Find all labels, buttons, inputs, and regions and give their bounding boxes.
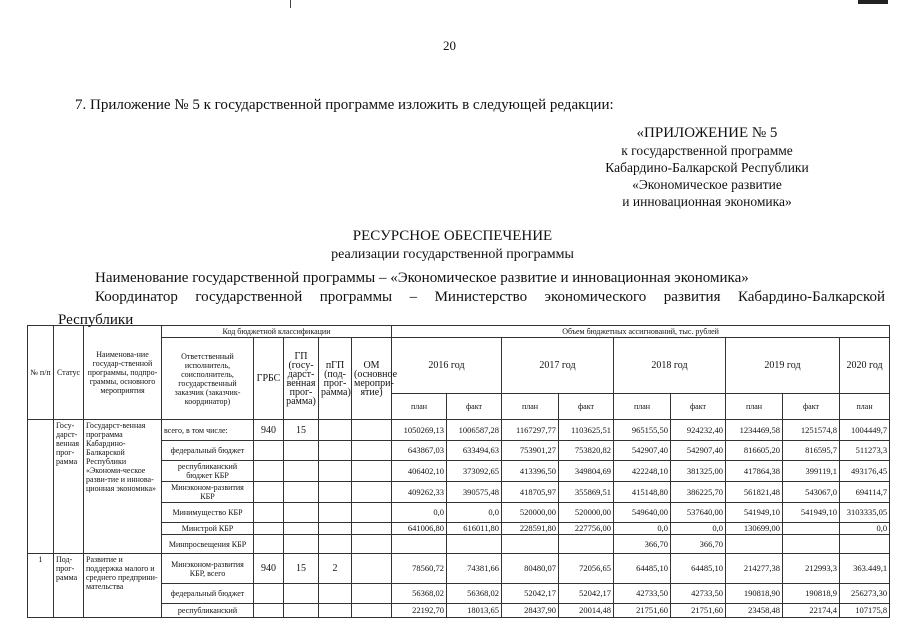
cell-value: 52042,17 <box>559 584 614 604</box>
cell-value: 64485,10 <box>614 554 671 584</box>
cell-value: 0,0 <box>392 503 447 523</box>
header-plan: план <box>614 394 671 420</box>
cell-value: 355869,51 <box>559 482 614 503</box>
cell-value: 549640,00 <box>614 503 671 523</box>
cell-value: 227756,00 <box>559 523 614 535</box>
cell-value: 418705,97 <box>502 482 559 503</box>
cell-value: 52042,17 <box>502 584 559 604</box>
cell-value: 42733,50 <box>671 584 726 604</box>
cell-value: 1050269,13 <box>392 420 447 441</box>
appendix-title: «ПРИЛОЖЕНИЕ № 5 <box>636 125 778 141</box>
cell-value: 541949,10 <box>726 503 783 523</box>
header-fact: факт <box>783 394 840 420</box>
header-gp: ГП (госу-дарст-венная прог-рамма) <box>284 338 319 420</box>
cell-status: Госу-дарст-венная прог-рамма <box>54 420 84 554</box>
cell-value: 21751,60 <box>614 604 671 618</box>
header-status: Статус <box>54 326 84 420</box>
cell-value: 1004449,7 <box>840 420 890 441</box>
header-year: 2016 год <box>392 338 502 394</box>
cell-value: 373092,65 <box>447 461 502 482</box>
cell-value: 1167297,77 <box>502 420 559 441</box>
cell-om <box>352 554 392 584</box>
cell-value <box>783 523 840 535</box>
cell-number <box>28 420 54 554</box>
header-volume: Объем бюджетных ассигнований, тыс. рублей <box>392 326 890 338</box>
header-om: ОМ (основное меропри-ятие) <box>352 338 392 420</box>
cell-grbs: 940 <box>254 420 284 441</box>
scan-mark <box>858 0 888 4</box>
cell-value: 415148,80 <box>614 482 671 503</box>
cell-value: 541949,10 <box>783 503 840 523</box>
cell-value: 816605,20 <box>726 441 783 461</box>
cell-value: 28437,90 <box>502 604 559 618</box>
cell-value: 422248,10 <box>614 461 671 482</box>
cell-value: 56368,02 <box>392 584 447 604</box>
cell-om <box>352 420 392 441</box>
cell-value: 214277,38 <box>726 554 783 584</box>
cell-value: 20014,48 <box>559 604 614 618</box>
cell-pgp <box>319 420 352 441</box>
section-subheading: реализации государственной программы <box>331 247 574 262</box>
cell-value <box>726 535 783 554</box>
cell-value <box>392 535 447 554</box>
header-number: № п/п <box>28 326 54 420</box>
cell-status: Под-прог-рамма <box>54 554 84 618</box>
cell-value: 1251574,8 <box>783 420 840 441</box>
header-pgp: пГП (под-прог-рамма) <box>319 338 352 420</box>
cell-executor: Минимущество КБР <box>162 503 254 523</box>
cell-executor: республиканский <box>162 604 254 618</box>
header-executor: Ответственный исполнитель, соисполнитель, государственный заказчик (заказчик-координатор) <box>162 338 254 420</box>
cell-executor: федеральный бюджет <box>162 584 254 604</box>
cell-value: 366,70 <box>671 535 726 554</box>
cell-value: 22192,70 <box>392 604 447 618</box>
header-budget-code: Код бюджетной классификации <box>162 326 392 338</box>
appendix-line: и инновационная экономика» <box>622 194 792 209</box>
header-fact: факт <box>559 394 614 420</box>
cell-value: 0,0 <box>447 503 502 523</box>
cell-value: 537640,00 <box>671 503 726 523</box>
cell-value: 390575,48 <box>447 482 502 503</box>
cell-value: 965155,50 <box>614 420 671 441</box>
table-row <box>28 554 890 584</box>
cell-executor: федеральный бюджет <box>162 441 254 461</box>
appendix-line: к государственной программе <box>621 143 793 158</box>
header-grbs: ГРБС <box>254 338 284 420</box>
page-number: 20 <box>443 38 456 53</box>
header-plan: план <box>726 394 783 420</box>
cell-program-name: Государст-венная программа Кабардино-Балкарской Республики «Экономи-ческое разви-тие и иннова-ционная экономика» <box>84 420 162 554</box>
cell-executor: всего, в том числе: <box>162 420 254 441</box>
cell-value: 21751,60 <box>671 604 726 618</box>
appendix-line: Кабардино-Балкарской Республики <box>605 160 809 175</box>
cell-executor: Минэконом-развития КБР, всего <box>162 554 254 584</box>
coordinator-line: Координатор государственной программы – Министерство экономического развития Кабардино-Балкарской <box>95 289 885 305</box>
section-heading: РЕСУРСНОЕ ОБЕСПЕЧЕНИЕ <box>352 228 553 244</box>
cell-executor: Минстрой КБР <box>162 523 254 535</box>
cell-value: 399119,1 <box>783 461 840 482</box>
header-year: 2018 год <box>614 338 726 394</box>
cell-value: 212993,3 <box>783 554 840 584</box>
cell-value: 406402,10 <box>392 461 447 482</box>
cell-value: 190818,9 <box>783 584 840 604</box>
cell-value: 542907,40 <box>671 441 726 461</box>
cell-value: 543067,0 <box>783 482 840 503</box>
cell-value: 0,0 <box>840 523 890 535</box>
header-plan: план <box>502 394 559 420</box>
header-fact: факт <box>671 394 726 420</box>
scan-mark <box>290 0 291 8</box>
cell-number: 1 <box>28 554 54 618</box>
cell-gp: 15 <box>284 420 319 441</box>
cell-value: 511273,3 <box>840 441 890 461</box>
cell-value: 561821,48 <box>726 482 783 503</box>
cell-value: 366,70 <box>614 535 671 554</box>
cell-value: 349804,69 <box>559 461 614 482</box>
cell-executor: Минпросвещения КБР <box>162 535 254 554</box>
cell-value: 1006587,28 <box>447 420 502 441</box>
appendix-line: «Экономическое развитие <box>632 177 782 192</box>
cell-value <box>840 535 890 554</box>
cell-value: 130699,00 <box>726 523 783 535</box>
cell-value: 381325,00 <box>671 461 726 482</box>
coordinator-continuation: Республики <box>58 312 134 328</box>
cell-value: 64485,10 <box>671 554 726 584</box>
program-name: Наименование государственной программы – «Экономическое развитие и инновационная экономика» <box>95 270 749 286</box>
cell-value: 643867,03 <box>392 441 447 461</box>
cell-value: 190818,90 <box>726 584 783 604</box>
cell-value <box>447 535 502 554</box>
cell-value <box>502 535 559 554</box>
cell-value: 1234469,58 <box>726 420 783 441</box>
cell-value: 42733,50 <box>614 584 671 604</box>
cell-value: 72056,65 <box>559 554 614 584</box>
cell-value: 22174,4 <box>783 604 840 618</box>
cell-value: 0,0 <box>671 523 726 535</box>
cell-value: 417864,38 <box>726 461 783 482</box>
header-name: Наименова-ние государ-ственной программы, подпро-граммы, основного мероприятия <box>84 326 162 420</box>
cell-value: 1103625,51 <box>559 420 614 441</box>
appendix-header <box>577 125 837 210</box>
cell-value: 386225,70 <box>671 482 726 503</box>
cell-value: 641006,80 <box>392 523 447 535</box>
cell-pgp: 2 <box>319 554 352 584</box>
cell-value: 74381,66 <box>447 554 502 584</box>
cell-value: 924232,40 <box>671 420 726 441</box>
cell-value: 520000,00 <box>502 503 559 523</box>
cell-value: 753901,27 <box>502 441 559 461</box>
header-year: 2019 год <box>726 338 840 394</box>
cell-value: 542907,40 <box>614 441 671 461</box>
resource-table <box>27 325 890 618</box>
cell-value: 80480,07 <box>502 554 559 584</box>
cell-value: 633494,63 <box>447 441 502 461</box>
cell-value: 493176,45 <box>840 461 890 482</box>
cell-gp: 15 <box>284 554 319 584</box>
cell-value: 78560,72 <box>392 554 447 584</box>
header-plan: план <box>840 394 890 420</box>
header-year: 2020 год <box>840 338 890 394</box>
table-row <box>28 420 890 441</box>
cell-value: 107175,8 <box>840 604 890 618</box>
cell-value: 56368,02 <box>447 584 502 604</box>
cell-value <box>783 535 840 554</box>
cell-value: 616011,80 <box>447 523 502 535</box>
cell-value: 520000,00 <box>559 503 614 523</box>
cell-value <box>559 535 614 554</box>
cell-program-name: Развитие и поддержка малого и среднего предприни-мательства <box>84 554 162 618</box>
cell-executor: Минэконом-развития КБР <box>162 482 254 503</box>
cell-value: 228591,80 <box>502 523 559 535</box>
cell-value: 694114,7 <box>840 482 890 503</box>
cell-value: 753820,82 <box>559 441 614 461</box>
cell-value: 363.449,1 <box>840 554 890 584</box>
header-year: 2017 год <box>502 338 614 394</box>
cell-grbs: 940 <box>254 554 284 584</box>
cell-value: 3103335,05 <box>840 503 890 523</box>
cell-value: 18013,65 <box>447 604 502 618</box>
cell-value: 23458,48 <box>726 604 783 618</box>
cell-value: 256273,30 <box>840 584 890 604</box>
cell-value: 816595,7 <box>783 441 840 461</box>
cell-value: 413396,50 <box>502 461 559 482</box>
header-plan: план <box>392 394 447 420</box>
cell-value: 409262,33 <box>392 482 447 503</box>
cell-value: 0,0 <box>614 523 671 535</box>
header-fact: факт <box>447 394 502 420</box>
cell-executor: республиканский бюджет КБР <box>162 461 254 482</box>
intro-paragraph: 7. Приложение № 5 к государственной программе изложить в следующей редакции: <box>75 97 614 113</box>
